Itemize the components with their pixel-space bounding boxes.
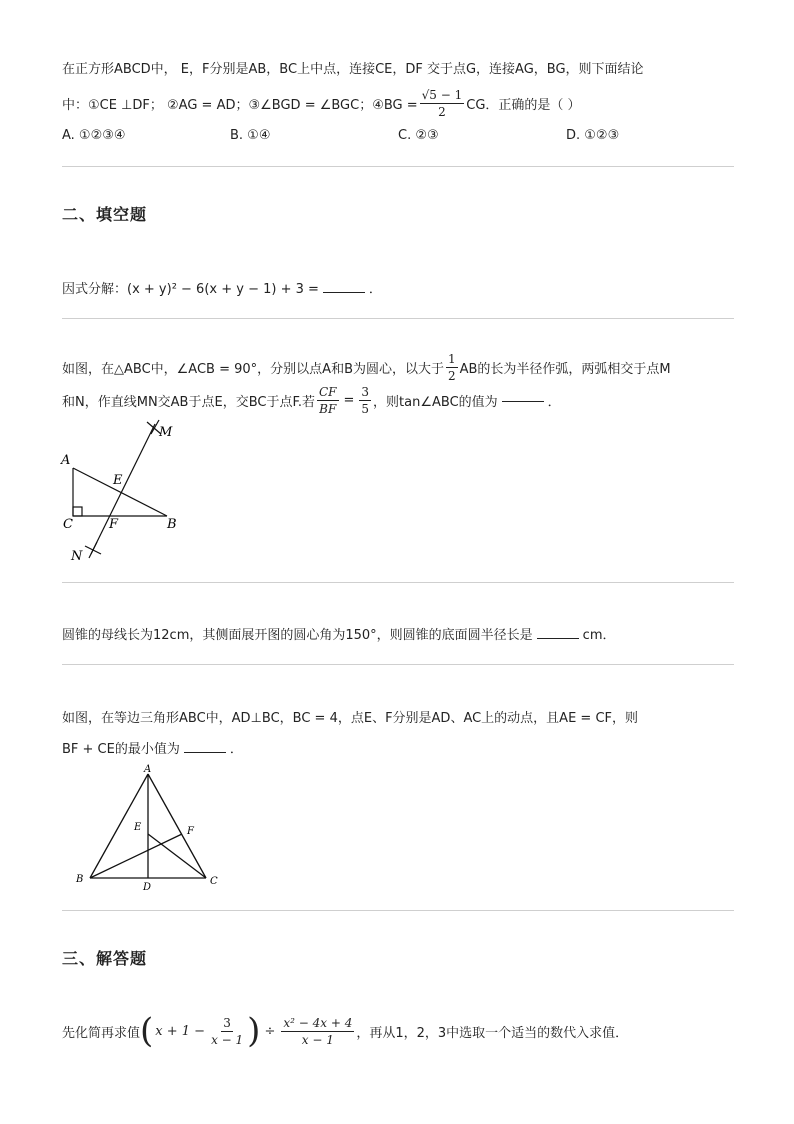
q6-fraction-outer	[281, 1016, 354, 1047]
q2-text-b: ．	[368, 282, 382, 297]
q3-frac2-den: BF	[319, 402, 337, 416]
q1-option-c[interactable]: C. ②③	[398, 128, 439, 143]
q6-divide: ÷	[264, 1023, 276, 1039]
q4-answer-blank[interactable]	[537, 637, 579, 639]
label-b: B	[167, 517, 177, 532]
divider	[62, 166, 734, 167]
q3-frac1-den: 2	[447, 369, 456, 383]
section-title-fill-blank: 二、填空题	[62, 205, 148, 224]
q3-frac1-num: 1	[447, 352, 456, 366]
q3-line1-text-b: AB的长为半径作弧，两弧相交于点M	[459, 362, 671, 377]
label-c: C	[210, 876, 218, 887]
q1-line1: 在正方形ABCD中， E，F分别是AB，BC上中点，连接CE，DF 交于点G，连接AG，BG，则下面结论	[62, 62, 644, 77]
q6-frac1-den: x − 1	[211, 1032, 244, 1047]
q3-line2-text-a: 和N，作直线MN交AB于点E，交BC于点F.若	[62, 395, 315, 410]
q4-text-a: 圆锥的母线长为12cm，其侧面展开图的圆心角为150°，则圆锥的底面圆半径长是	[62, 628, 533, 643]
q3-line1-text-a: 如图，在△ABC中，∠ACB = 90°，分别以点A和B为圆心，以大于	[62, 362, 444, 377]
q6-text	[62, 1011, 629, 1051]
label-a: A	[144, 764, 152, 775]
q3-line2-text-c: ．	[547, 395, 561, 410]
q2-answer-blank[interactable]	[323, 291, 365, 293]
q6-paren-close: )	[247, 1011, 261, 1051]
q6-fraction-inner	[209, 1016, 245, 1047]
q3-answer-blank[interactable]	[502, 400, 544, 402]
q3-line2-text-b: ，则tan∠ABC的值为	[373, 395, 498, 410]
q4-text	[62, 624, 615, 643]
q1-frac-num: √5 − 1	[421, 88, 463, 102]
q4-text-b: cm．	[582, 628, 616, 643]
q3-frac3-den: 5	[361, 402, 370, 416]
q1-line2-text-a: 中：①CE ⊥DF； ②AG = AD；③∠BGD = ∠BGC；④BG =	[62, 98, 418, 113]
q1-option-a[interactable]: A. ①②③④	[62, 128, 126, 143]
q5-answer-blank[interactable]	[184, 751, 226, 753]
label-b: B	[76, 874, 84, 885]
label-e: E	[134, 822, 142, 833]
label-c: C	[63, 517, 73, 532]
q5-line2	[62, 738, 243, 757]
right-angle-mark	[73, 507, 82, 516]
divider	[62, 318, 734, 319]
q6-frac2-num: x² − 4x + 4	[283, 1015, 353, 1030]
label-d: D	[143, 882, 152, 893]
q5-line1: 如图，在等边三角形ABC中，AD⊥BC，BC = 4，点E、F分别是AD、AC上的动点，且AE = CF，则	[62, 711, 639, 726]
q3-fraction-half	[446, 352, 458, 383]
q1-line2-text-b: CG．正确的是（ ）	[466, 98, 581, 113]
label-f: F	[109, 517, 119, 532]
section-title-solve: 三、解答题	[62, 949, 148, 968]
q1-line2	[62, 88, 581, 119]
divider	[62, 582, 734, 583]
q3-fraction-ratio	[359, 385, 371, 416]
label-f: F	[187, 826, 194, 837]
q2-text	[62, 278, 382, 297]
q5-line2-text-a: BF + CE的最小值为	[62, 742, 180, 757]
q1-frac-den: 2	[438, 105, 446, 119]
q5-equilateral-triangle-figure	[72, 762, 232, 896]
label-n: N	[71, 549, 83, 564]
q6-frac1-num: 3	[223, 1015, 231, 1030]
segment-ce	[148, 834, 206, 878]
q3-line1	[62, 352, 671, 383]
line-mn	[91, 424, 155, 554]
q6-text-b: ，再从1，2，3中选取一个适当的数代入求值．	[356, 1025, 629, 1041]
q3-fraction-cf-bf	[317, 385, 339, 416]
q3-frac2-num: CF	[318, 385, 337, 399]
q3-frac3-num: 3	[361, 385, 370, 399]
label-e: E	[113, 473, 123, 488]
label-a: A	[61, 453, 71, 468]
q6-inner-a: x + 1 −	[155, 1023, 206, 1039]
q6-frac2-den: x − 1	[301, 1032, 334, 1047]
q1-option-b[interactable]: B. ①④	[230, 128, 271, 143]
q6-text-a: 先化简再求值	[62, 1025, 141, 1041]
segment-bf	[90, 834, 182, 878]
divider	[62, 910, 734, 911]
q3-triangle-figure	[55, 418, 195, 566]
q3-line2	[62, 385, 561, 416]
q6-paren-open: (	[140, 1011, 154, 1051]
q1-option-d[interactable]: D. ①②③	[566, 128, 620, 143]
divider	[62, 664, 734, 665]
q1-fraction	[420, 88, 465, 119]
segment-ac	[148, 774, 206, 878]
q3-equals: =	[343, 393, 355, 408]
q5-line2-text-b: ．	[229, 742, 243, 757]
label-m: M	[159, 425, 173, 440]
arc-mark-n2	[89, 542, 97, 558]
q2-text-a: 因式分解：(x + y)² − 6(x + y − 1) + 3 =	[62, 282, 319, 297]
